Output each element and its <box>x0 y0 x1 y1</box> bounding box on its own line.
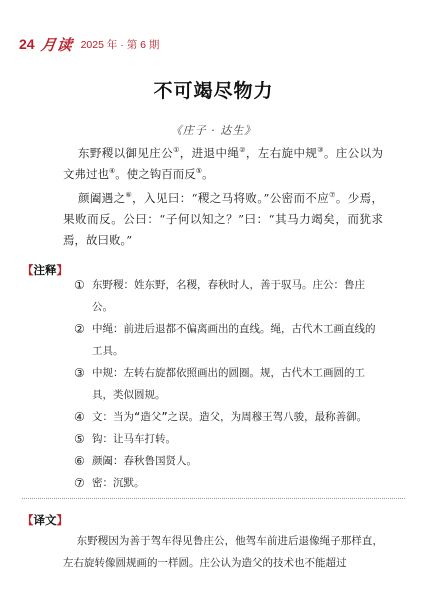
note-item <box>74 472 384 494</box>
note-number: ③ <box>74 366 85 380</box>
note-number: ④ <box>74 410 85 424</box>
page-number: 24 <box>19 36 35 52</box>
note-text: 东野稷：姓东野，名稷，春秋时人，善于驭马。庄公：鲁庄公。 <box>92 279 365 313</box>
note-item <box>74 428 384 450</box>
note-number: ① <box>74 278 85 292</box>
translation-text: 东野稷因为善于驾车得见鲁庄公，他驾车前进后退像绳子那样直，左右旋转像圆规画的一样圆。庄公认为造父的技术也不能超过 <box>63 535 383 569</box>
note-number: ⑦ <box>74 476 85 490</box>
note-item <box>74 362 384 406</box>
issue-label: 2025 年 · 第 6 期 <box>80 38 160 51</box>
footnote-ref[interactable]: ① <box>173 146 180 154</box>
note-text: 密：沉默。 <box>92 477 145 489</box>
article-source: 《庄子 · 达生》 <box>170 124 257 137</box>
page-header <box>19 34 159 54</box>
note-item <box>74 406 384 428</box>
note-text: 颜阖：春秋鲁国贤人。 <box>92 455 197 467</box>
note-item <box>74 274 384 318</box>
original-paragraph-1: 东野稷以御见庄公①，进退中绳②，左右旋中规③。庄公以为文弗过也④。使之钩百而反⑤。 <box>63 146 384 181</box>
section-divider <box>22 498 405 499</box>
note-item <box>74 450 384 472</box>
footnote-ref[interactable]: ⑤ <box>195 167 203 175</box>
note-number: ② <box>74 322 85 336</box>
note-number: ⑤ <box>74 432 85 446</box>
footnote-ref[interactable]: ⑥ <box>125 191 133 199</box>
magazine-logo: 月读 <box>39 35 74 54</box>
note-text: 中规：左转右旋都依照画出的圆圈。规，古代木工画圆的工具，类似圆规。 <box>92 367 365 401</box>
note-text: 文：当为“造父”之误。造父，为周穆王驾八骏，最称善御。 <box>92 411 368 423</box>
article-title: 不可竭尽物力 <box>153 80 274 102</box>
footnote-ref[interactable]: ③ <box>317 146 324 154</box>
notes-list <box>74 274 384 494</box>
footnote-ref[interactable]: ⑦ <box>329 191 336 199</box>
notes-heading: 【注释】 <box>22 265 68 277</box>
note-number: ⑥ <box>74 454 85 468</box>
note-text: 中绳：前进后退都不偏离画出的直线。绳，古代木工画直线的工具。 <box>92 323 376 357</box>
note-item <box>74 318 384 362</box>
footnote-ref[interactable]: ④ <box>109 167 116 175</box>
note-text: 钩：让马车打转。 <box>92 433 176 445</box>
footnote-ref[interactable]: ② <box>239 146 246 154</box>
original-paragraph-2: 颜阖遇之⑥，入见曰：“稷之马将败。”公密而不应⑦。少焉，果败而反。公曰：“子何以知之？”曰：“其马力竭矣，而犹求焉，故曰败。” <box>63 191 384 247</box>
translation-heading: 【译文】 <box>22 515 68 527</box>
